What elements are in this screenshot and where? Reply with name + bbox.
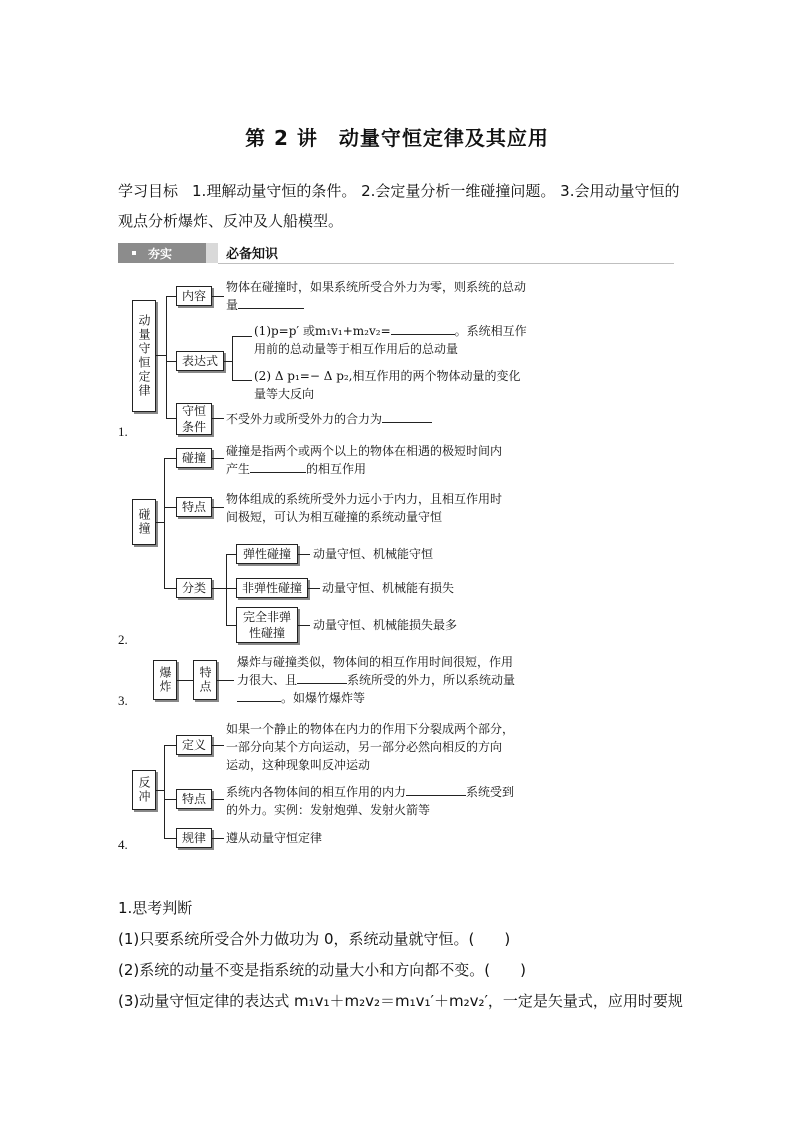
collision-def-label-box: 碰撞 [176,448,212,468]
elastic-collision-text: 动量守恒、机械能守恒 [313,547,434,561]
learning-goals-text: 1.理解动量守恒的条件。 2.会定量分析一维碰撞问题。 3.会用动量守恒的观点分析爆炸、反冲及人船模型。 [118,182,680,230]
connector [212,799,224,800]
section-banner [118,243,674,263]
expression-2-line-2: 量等大反向 [254,387,315,401]
learning-goals [118,176,680,236]
expression-label-box: 表达式 [176,351,224,371]
connector [212,745,224,746]
root-box: 碰撞 [132,499,156,545]
expression-2-line-1: (2) Δ p₁=− Δ p₂,相互作用的两个物体动量的变化 [254,369,521,383]
connector [156,790,164,791]
root-box: 反冲 [132,770,156,810]
expression-1-line-2: 用前的总动量等于相互作用后的总动量 [254,342,459,356]
inelastic-collision-box: 非弹性碰撞 [236,578,308,598]
elastic-collision-box: 弹性碰撞 [236,544,298,564]
question-2: (2)系统的动量不变是指系统的动量大小和方向都不变。( ) [118,961,526,979]
connector [164,799,176,800]
recoil-def-line-1: 如果一个静止的物体在内力的作用下分裂成两个部分， [226,722,515,736]
section-number: 4. [118,837,128,852]
recoil-law-label-box: 规律 [176,828,212,848]
collision-feature-line-1: 物体组成的系统所受外力远小于内力，且相互作用时 [226,492,503,506]
answer-blank[interactable] [297,671,347,684]
inelastic-collision-text: 动量守恒、机械能有损失 [322,581,455,595]
recoil-feature-line-1: 系统内各物体间的相互作用的内力 系统受到 [226,785,515,799]
explosion-line-3: 。如爆竹爆炸等 [237,689,547,707]
section-number: 1. [118,424,128,439]
connector [226,554,236,555]
answer-blank[interactable] [237,689,281,702]
connector [164,507,176,508]
connector [156,355,166,356]
recoil-def-line-3: 运动，这种现象叫反冲运动 [226,758,371,772]
recoil-def-line-2: 一部分向某个方向运动，另一部分必然向相反的方向 [226,740,503,754]
connector [298,554,310,555]
banner-heading [218,243,674,264]
connector [226,554,227,625]
connector [212,507,224,508]
connector [232,336,252,337]
connector [232,336,233,380]
learning-goals-label: 学习目标 [118,182,179,200]
answer-blank[interactable] [382,410,432,423]
connector [226,625,236,626]
connector [212,838,224,839]
questions-heading: 1.思考判断 [118,899,193,917]
page-title: 第 2 讲 动量守恒定律及其应用 [245,126,549,150]
connector [164,745,176,746]
connector [308,588,320,589]
connector [224,361,232,362]
answer-blank[interactable] [238,296,304,309]
content-label-box: 内容 [176,286,212,306]
collision-feature-label-box: 特点 [176,497,212,517]
section-number: 3. [118,693,128,708]
connector [226,588,236,589]
content-text: 物体在碰撞时，如果系统所受合外力为零，则系统的总动量 [226,280,527,312]
connector [164,458,165,588]
connector [164,588,176,589]
banner-divider [206,243,218,263]
collision-feature-line-2: 间极短，可认为相互碰撞的系统动量守恒 [226,510,443,524]
connector [298,625,310,626]
connector [212,458,224,459]
recoil-def-label-box: 定义 [176,735,212,755]
connector [166,418,176,419]
perfectly-inelastic-text: 动量守恒、机械能损失最多 [313,618,458,632]
connector [212,588,226,589]
collision-def-line-1: 碰撞是指两个或两个以上的物体在相遇的极短时间内 [226,444,503,458]
root-box: 爆炸 [153,660,177,700]
answer-blank[interactable] [406,783,466,796]
classification-label-box: 分类 [176,578,212,598]
banner-heading-text: 必备知识 [226,247,279,262]
collision-def-line-2: 产生 的相互作用 [226,462,367,476]
recoil-feature-label-box: 特点 [176,789,212,809]
connector [164,838,176,839]
expression-1-line-1: (1)p=p′ 或m₁v₁+m₂v₂= 。系统相互作 [254,324,527,338]
condition-text: 不受外力或所受外力的合力为 [226,410,536,428]
connector [166,296,167,418]
answer-blank[interactable] [391,322,455,335]
section-number: 2. [118,632,128,647]
perfectly-inelastic-box: 完全非弹性碰撞 [236,607,298,643]
condition-label-box: 守恒条件 [176,403,212,435]
connector [212,418,224,419]
connector [212,296,224,297]
answer-blank[interactable] [250,460,306,473]
banner-tag-text: 夯实 [148,247,173,261]
explosion-line-1: 爆炸与碰撞类似，物体间的相互作用时间很短，作用 [237,655,514,669]
root-box: 动量守恒定律 [132,300,156,412]
connector [166,361,176,362]
explosion-feature-label-box: 特点 [193,660,217,700]
recoil-law-text: 遵从动量守恒定律 [226,831,323,845]
connector [164,458,176,459]
connector [217,680,234,681]
recoil-feature-line-2: 的外力。实例：发射炮弹、发射火箭等 [226,803,431,817]
question-3: (3)动量守恒定律的表达式 m₁v₁＋m₂v₂＝m₁v₁′＋m₂v₂′，一定是矢量式，应用时要规 [118,992,683,1010]
connector [164,745,165,838]
connector [177,680,193,681]
explosion-line-2: 力很大、且 系统所受的外力，所以系统动量 [237,673,516,687]
bullet-icon [132,251,136,255]
connector [166,296,176,297]
connector [232,380,252,381]
connector [156,522,164,523]
question-1: (1)只要系统所受合外力做功为 0，系统动量就守恒。( ) [118,930,511,948]
